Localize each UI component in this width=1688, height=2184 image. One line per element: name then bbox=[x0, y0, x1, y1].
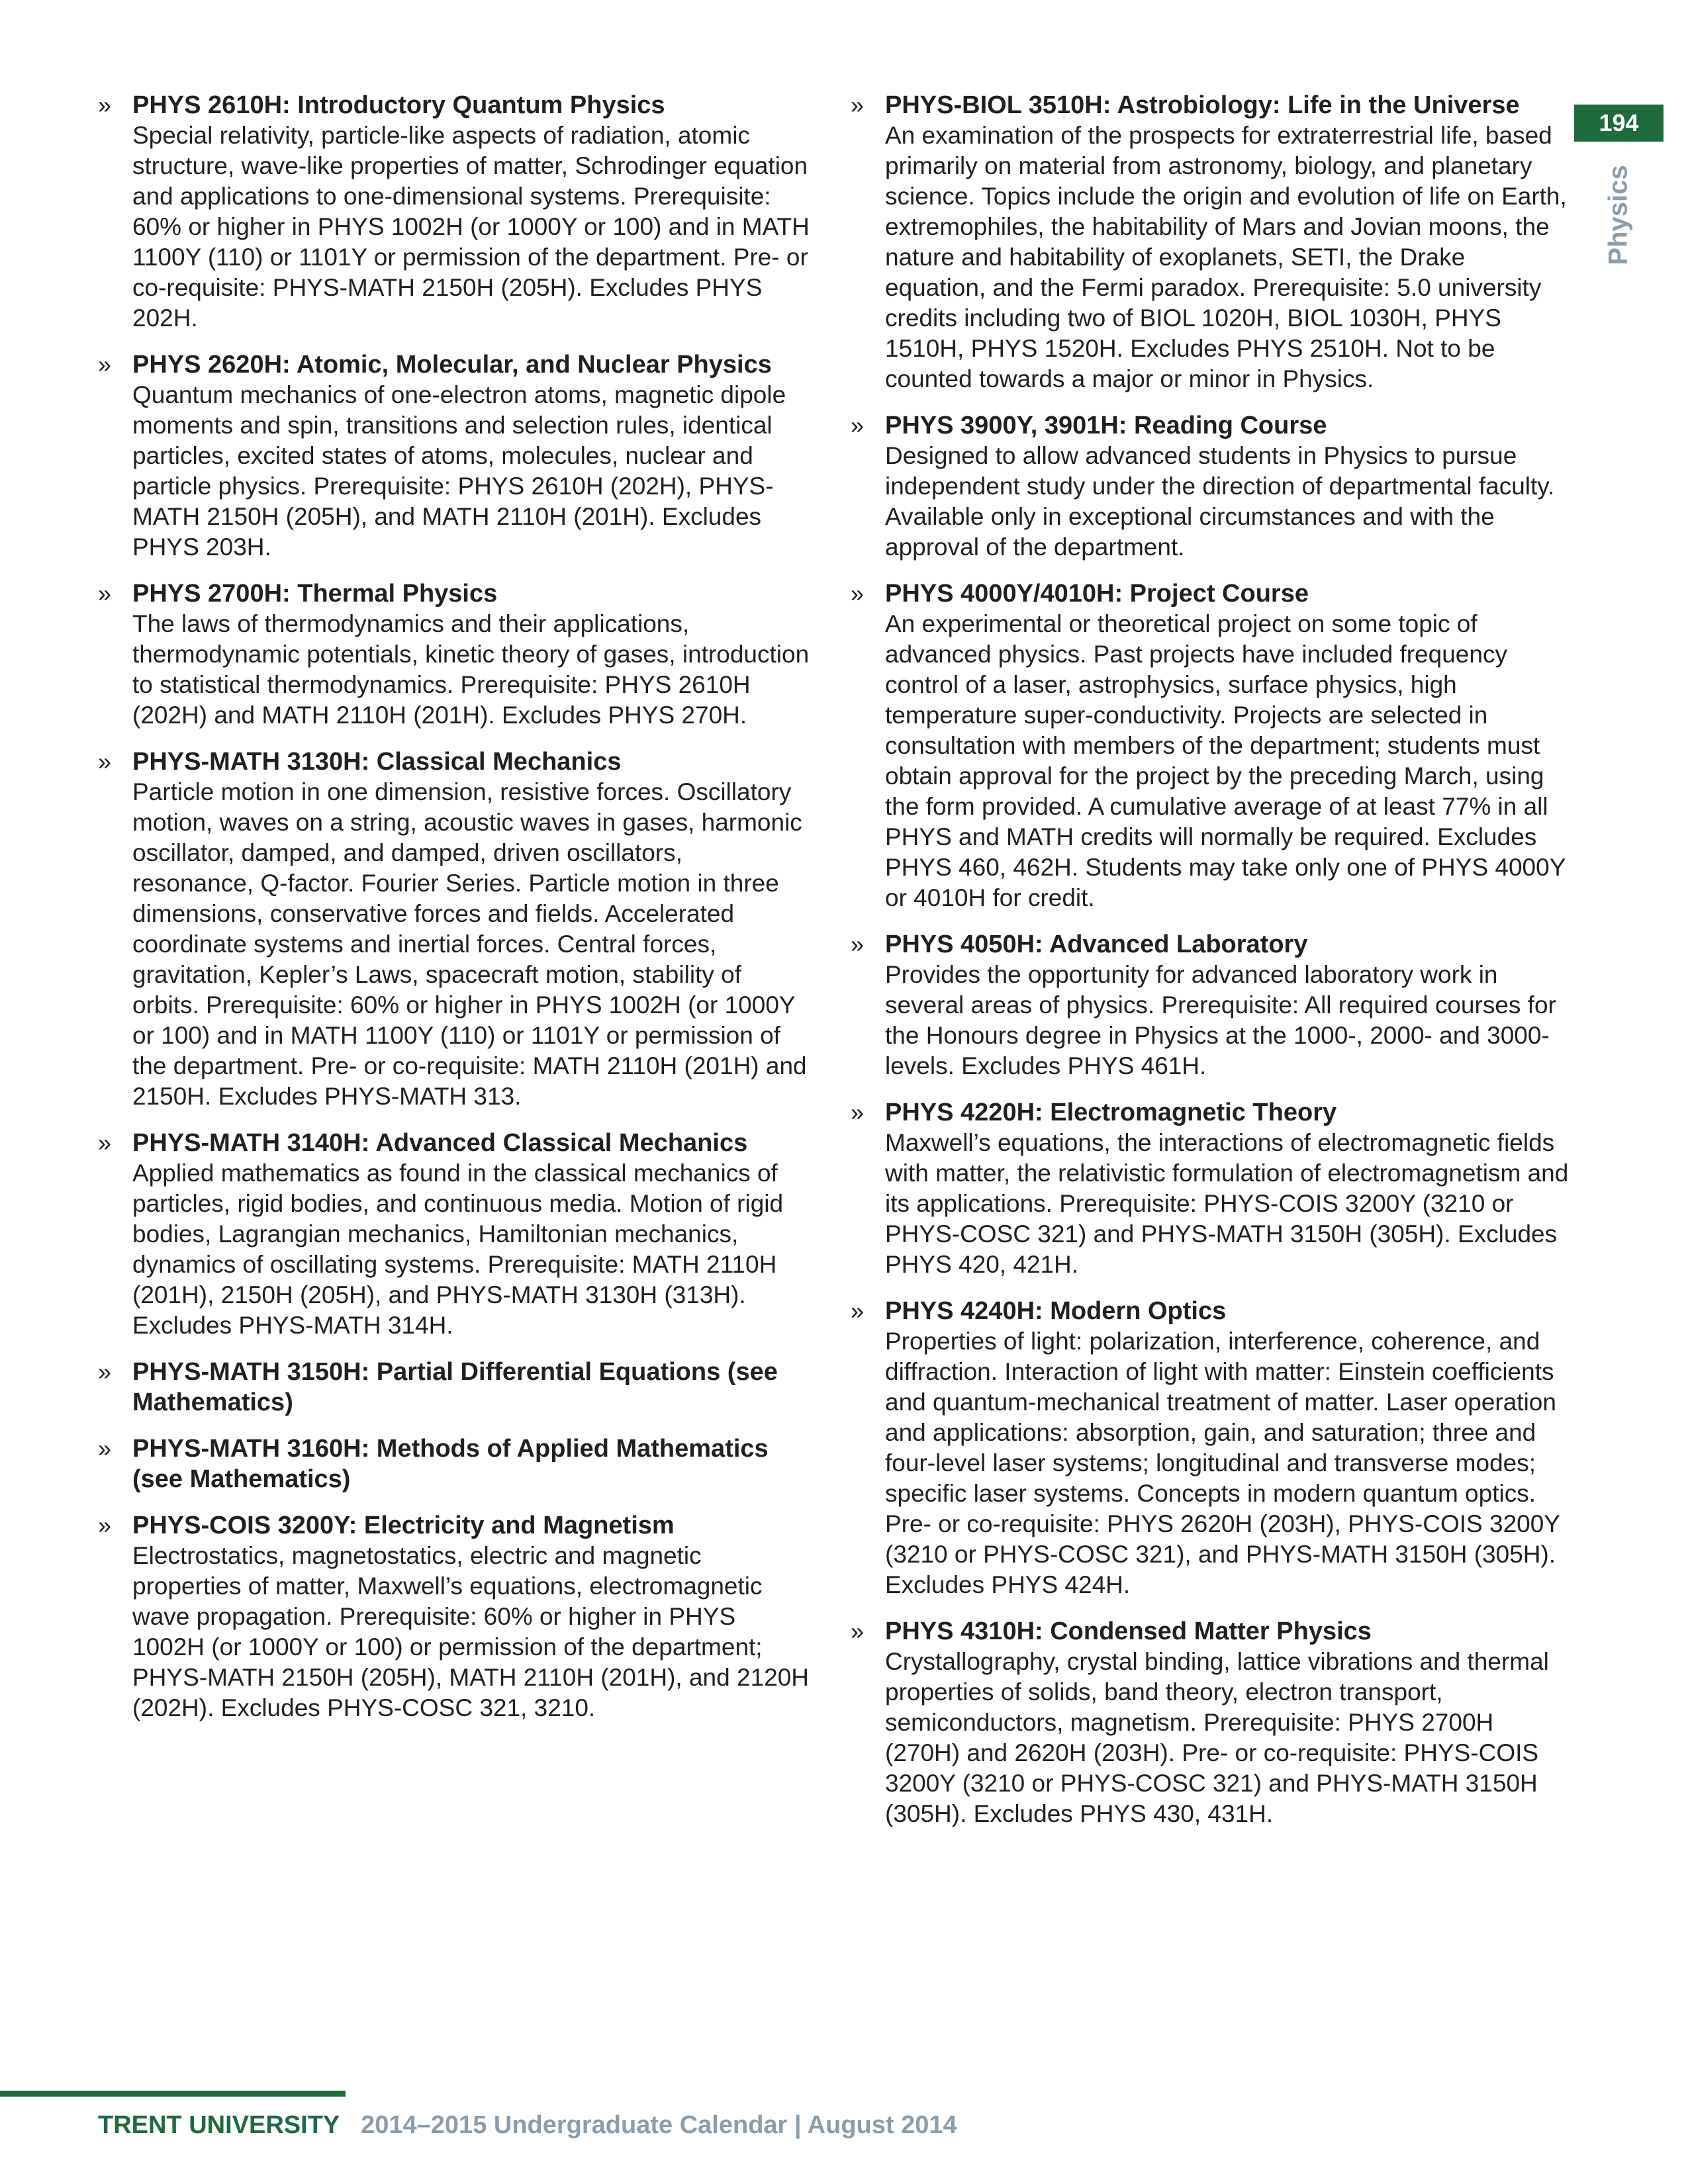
bullet-icon: » bbox=[98, 91, 112, 118]
footer-rule bbox=[0, 2091, 346, 2097]
bullet-icon: » bbox=[98, 351, 112, 378]
course-entry bbox=[851, 929, 1572, 1081]
course-title: PHYS-MATH 3130H: Classical Mechanics bbox=[132, 748, 622, 776]
course-title: PHYS 2700H: Thermal Physics bbox=[132, 580, 498, 608]
footer-calendar: 2014–2015 Undergraduate Calendar | August 2014 bbox=[361, 2111, 957, 2139]
course-description: Properties of light: polarization, interference, coherence, and diffraction. Interaction of light with matter: Einstein coefficients and quantum-mechanical treatment of matter. Laser operation and applications: absorption, gain, and saturation; three and four-level laser systems; longitudinal and transverse modes; specific laser systems. Concepts in modern quantum optics. Pre- or co-requisite: PHYS 2620H (203H), PHYS-COIS 3200Y (3210 or PHYS-COSC 321), and PHYS-MATH 3150H (305H). Excludes PHYS 424H. bbox=[885, 1328, 1560, 1598]
course-title: PHYS 2620H: Atomic, Molecular, and Nuclear Physics bbox=[132, 351, 772, 379]
course-title: PHYS-MATH 3150H: Partial Differential Equations (see Mathematics) bbox=[132, 1358, 778, 1416]
course-title: PHYS 4220H: Electromagnetic Theory bbox=[885, 1099, 1337, 1126]
course-title: PHYS-MATH 3140H: Advanced Classical Mechanics bbox=[132, 1129, 748, 1157]
footer-university: TRENT UNIVERSITY bbox=[98, 2111, 340, 2139]
course-description: Applied mathematics as found in the classical mechanics of particles, rigid bodies, and continuous media. Motion of rigid bodies, Lagrangian mechanics, Hamiltonian mechanics, dynamics of oscillating systems. Prerequisite: MATH 2110H (201H), 2150H (205H), and PHYS-MATH 3130H (313H). Excludes PHYS-MATH 314H. bbox=[132, 1160, 784, 1339]
course-entry bbox=[851, 1616, 1572, 1829]
course-entry bbox=[851, 410, 1572, 563]
course-entry bbox=[98, 747, 810, 1112]
bullet-icon: » bbox=[98, 1358, 112, 1385]
course-title: PHYS 2610H: Introductory Quantum Physics bbox=[132, 91, 665, 119]
bullet-icon: » bbox=[851, 1297, 865, 1324]
course-title: PHYS 4050H: Advanced Laboratory bbox=[885, 931, 1308, 958]
course-entry bbox=[98, 90, 810, 334]
course-title: PHYS-COIS 3200Y: Electricity and Magnetism bbox=[132, 1512, 675, 1539]
course-title: PHYS 4240H: Modern Optics bbox=[885, 1297, 1227, 1325]
footer bbox=[98, 2111, 957, 2140]
course-description: The laws of thermodynamics and their applications, thermodynamic potentials, kinetic theory of gases, introduction to statistical thermodynamics. Prerequisite: PHYS 2610H (202H) and MATH 2110H (201H). Excludes PHYS 270H. bbox=[132, 610, 810, 729]
course-entry bbox=[851, 90, 1572, 394]
course-entry bbox=[851, 1296, 1572, 1600]
course-description: Crystallography, crystal binding, lattice vibrations and thermal properties of solids, band theory, electron transport, semiconductors, magnetism. Prerequisite: PHYS 2700H (270H) and 2620H (203H). Pre- or co-requisite: PHYS-COIS 3200Y (3210 or PHYS-COSC 321) and PHYS-MATH 3150H (305H). Excludes PHYS 430, 431H. bbox=[885, 1648, 1549, 1827]
bullet-icon: » bbox=[98, 748, 112, 775]
bullet-icon: » bbox=[98, 580, 112, 607]
course-description: Maxwell’s equations, the interactions of electromagnetic fields with matter, the relativistic formulation of electromagnetism and its applications. Prerequisite: PHYS-COIS 3200Y (3210 or PHYS-COSC 321) and PHYS-MATH 3150H (305H). Excludes PHYS 420, 421H. bbox=[885, 1129, 1569, 1278]
right-column bbox=[851, 90, 1572, 1845]
course-description: Quantum mechanics of one-electron atoms, magnetic dipole moments and spin, transitions and selection rules, identical particles, excited states of atoms, molecules, nuclear and particle physics. Prerequisite: PHYS 2610H (202H), PHYS-MATH 2150H (205H), and MATH 2110H (201H). Excludes PHYS 203H. bbox=[132, 381, 786, 561]
bullet-icon: » bbox=[851, 1099, 865, 1126]
section-label: Physics bbox=[1603, 165, 1633, 265]
course-description: Electrostatics, magnetostatics, electric and magnetic properties of matter, Maxwell’s equations, electromagnetic wave propagation. Prerequisite: 60% or higher in PHYS 1002H (or 1000Y or 100) or permission of the department; PHYS-MATH 2150H (205H), MATH 2110H (201H), and 2120H (202H). Excludes PHYS-COSC 321, 3210. bbox=[132, 1542, 810, 1721]
bullet-icon: » bbox=[851, 1617, 865, 1645]
course-title: PHYS 3900Y, 3901H: Reading Course bbox=[885, 412, 1327, 439]
course-entry bbox=[98, 349, 810, 563]
bullet-icon: » bbox=[851, 412, 865, 439]
course-description: Particle motion in one dimension, resistive forces. Oscillatory motion, waves on a string, acoustic waves in gases, harmonic oscillator, damped, and damped, driven oscillators, resonance, Q-factor. Fourier Series. Particle motion in three dimensions, conservative forces and fields. Accelerated coordinate systems and inertial forces. Central forces, gravitation, Kepler’s Laws, spacecraft motion, stability of orbits. Prerequisite: 60% or higher in PHYS 1002H (or 1000Y or 100) and in MATH 1100Y (110) or 1101Y or permission of the department. Pre- or co-requisite: MATH 2110H (201H) and 2150H. Excludes PHYS-MATH 313. bbox=[132, 778, 807, 1110]
course-description: Special relativity, particle-like aspects of radiation, atomic structure, wave-like properties of matter, Schrodinger equation and applications to one-dimensional systems. Prerequisite: 60% or higher in PHYS 1002H (or 1000Y or 100) and in MATH 1100Y (110) or 1101Y or permission of the department. Pre- or co-requisite: PHYS-MATH 2150H (205H). Excludes PHYS 202H. bbox=[132, 122, 810, 332]
course-entry bbox=[851, 1097, 1572, 1280]
course-entry bbox=[98, 1357, 810, 1418]
course-entry bbox=[98, 1433, 810, 1494]
course-title: PHYS 4000Y/4010H: Project Course bbox=[885, 580, 1309, 608]
course-description: An examination of the prospects for extraterrestrial life, based primarily on material from astronomy, biology, and planetary science. Topics include the origin and evolution of life on Earth, extremophiles, the habitability of Mars and Jovian moons, the nature and habitability of exoplanets, SETI, the Drake equation, and the Fermi paradox. Prerequisite: 5.0 university credits including two of BIOL 1020H, BIOL 1030H, PHYS 1510H, PHYS 1520H. Excludes PHYS 2510H. Not to be counted towards a major or minor in Physics. bbox=[885, 122, 1567, 392]
course-entry bbox=[98, 1128, 810, 1341]
course-entry bbox=[98, 1510, 810, 1723]
course-title: PHYS-MATH 3160H: Methods of Applied Mathematics (see Mathematics) bbox=[132, 1435, 769, 1493]
bullet-icon: » bbox=[851, 580, 865, 607]
course-description: An experimental or theoretical project on some topic of advanced physics. Past projects have included frequency control of a laser, astrophysics, surface physics, high temperature super-conductivity. Projects are selected in consultation with members of the department; students must obtain approval for the project by the preceding March, using the form provided. A cumulative average of at least 77% in all PHYS and MATH credits will normally be required. Excludes PHYS 460, 462H. Students may take only one of PHYS 4000Y or 4010H for credit. bbox=[885, 610, 1566, 911]
bullet-icon: » bbox=[98, 1512, 112, 1539]
bullet-icon: » bbox=[851, 931, 865, 958]
course-entry bbox=[851, 578, 1572, 913]
course-title: PHYS-BIOL 3510H: Astrobiology: Life in the Universe bbox=[885, 91, 1520, 119]
bullet-icon: » bbox=[851, 91, 865, 118]
course-description: Provides the opportunity for advanced laboratory work in several areas of physics. Prerequisite: All required courses for the Honours degree in Physics at the 1000-, 2000- and 3000-levels. Excludes PHYS 461H. bbox=[885, 961, 1556, 1079]
page-number-tab: 194 bbox=[1574, 105, 1664, 142]
bullet-icon: » bbox=[98, 1129, 112, 1156]
bullet-icon: » bbox=[98, 1435, 112, 1462]
course-entry bbox=[98, 578, 810, 731]
left-column bbox=[98, 90, 810, 1739]
course-description: Designed to allow advanced students in Physics to pursue independent study under the direction of departmental faculty. Available only in exceptional circumstances and with the approval of the department. bbox=[885, 442, 1555, 561]
course-title: PHYS 4310H: Condensed Matter Physics bbox=[885, 1617, 1372, 1645]
